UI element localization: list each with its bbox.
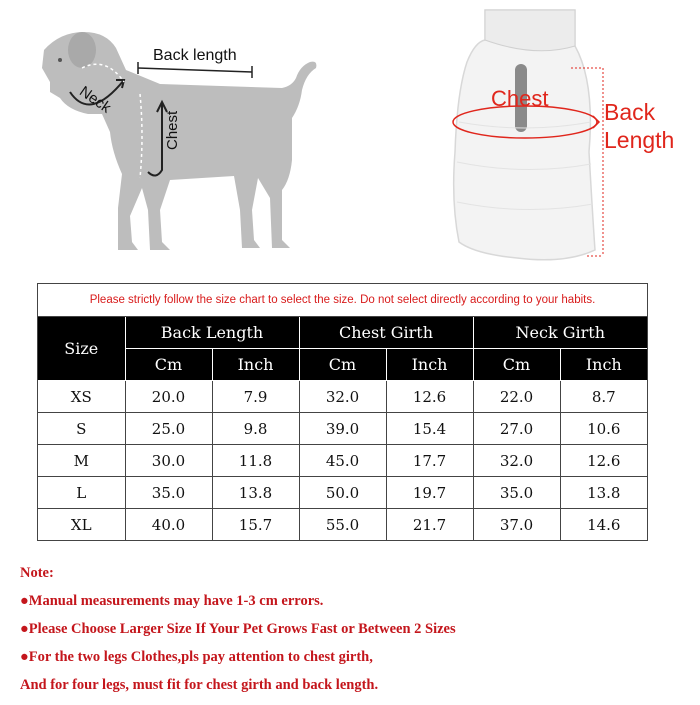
unit-header: Cm xyxy=(125,349,212,381)
size-cell: L xyxy=(38,477,125,509)
value-cell: 14.6 xyxy=(560,509,647,541)
value-cell: 35.0 xyxy=(125,477,212,509)
dog-ear xyxy=(68,32,96,68)
vest-chest-label: Chest xyxy=(491,86,549,111)
value-cell: 9.8 xyxy=(212,413,299,445)
value-cell: 39.0 xyxy=(299,413,386,445)
neck-girth-group-header: Neck Girth xyxy=(473,317,647,349)
value-cell: 19.7 xyxy=(386,477,473,509)
size-chart-table xyxy=(38,317,647,540)
dog-chest-label: Chest xyxy=(164,110,181,150)
value-cell: 12.6 xyxy=(560,445,647,477)
value-cell: 50.0 xyxy=(299,477,386,509)
back-length-group-header: Back Length xyxy=(125,317,299,349)
value-cell: 15.7 xyxy=(212,509,299,541)
note-item: ●Please Choose Larger Size If Your Pet Grows Fast or Between 2 Sizes xyxy=(20,621,456,637)
value-cell: 15.4 xyxy=(386,413,473,445)
note-item: And for four legs, must fit for chest girth and back length. xyxy=(20,677,379,693)
value-cell: 7.9 xyxy=(212,381,299,413)
notes-title: Note: xyxy=(20,565,54,581)
value-cell: 21.7 xyxy=(386,509,473,541)
table-row xyxy=(38,509,647,541)
value-cell: 40.0 xyxy=(125,509,212,541)
size-chart-notice: Please strictly follow the size chart to select the size. Do not select directly according to your habits. xyxy=(38,284,647,317)
size-cell: M xyxy=(38,445,125,477)
value-cell: 55.0 xyxy=(299,509,386,541)
value-cell: 20.0 xyxy=(125,381,212,413)
size-chart xyxy=(37,283,648,541)
notes-section xyxy=(20,565,700,705)
value-cell: 13.8 xyxy=(560,477,647,509)
table-row xyxy=(38,413,647,445)
dog-eye xyxy=(58,58,62,62)
size-column-header: Size xyxy=(38,317,125,381)
size-cell: XS xyxy=(38,381,125,413)
value-cell: 27.0 xyxy=(473,413,560,445)
value-cell: 45.0 xyxy=(299,445,386,477)
table-row xyxy=(38,477,647,509)
value-cell: 30.0 xyxy=(125,445,212,477)
unit-header: Cm xyxy=(299,349,386,381)
value-cell: 13.8 xyxy=(212,477,299,509)
value-cell: 32.0 xyxy=(299,381,386,413)
value-cell: 10.6 xyxy=(560,413,647,445)
value-cell: 25.0 xyxy=(125,413,212,445)
value-cell: 17.7 xyxy=(386,445,473,477)
table-row xyxy=(38,445,647,477)
unit-header: Inch xyxy=(386,349,473,381)
value-cell: 12.6 xyxy=(386,381,473,413)
unit-header: Inch xyxy=(560,349,647,381)
chest-girth-group-header: Chest Girth xyxy=(299,317,473,349)
dog-neck-label: Neck xyxy=(76,83,115,117)
vest-chest-arrow-head xyxy=(593,116,599,128)
note-item: ●Manual measurements may have 1-3 cm errors. xyxy=(20,593,324,609)
unit-header: Cm xyxy=(473,349,560,381)
value-cell: 37.0 xyxy=(473,509,560,541)
value-cell: 35.0 xyxy=(473,477,560,509)
vest-back-length-label: Back Length xyxy=(604,99,675,153)
vest-collar xyxy=(485,10,575,51)
size-cell: S xyxy=(38,413,125,445)
value-cell: 8.7 xyxy=(560,381,647,413)
table-row xyxy=(38,381,647,413)
value-cell: 22.0 xyxy=(473,381,560,413)
dog-back-length-label: Back length xyxy=(153,47,237,64)
size-cell: XL xyxy=(38,509,125,541)
unit-header: Inch xyxy=(212,349,299,381)
note-item: ●For the two legs Clothes,pls pay attention to chest girth, xyxy=(20,649,373,665)
value-cell: 11.8 xyxy=(212,445,299,477)
value-cell: 32.0 xyxy=(473,445,560,477)
back-length-line xyxy=(138,68,252,72)
